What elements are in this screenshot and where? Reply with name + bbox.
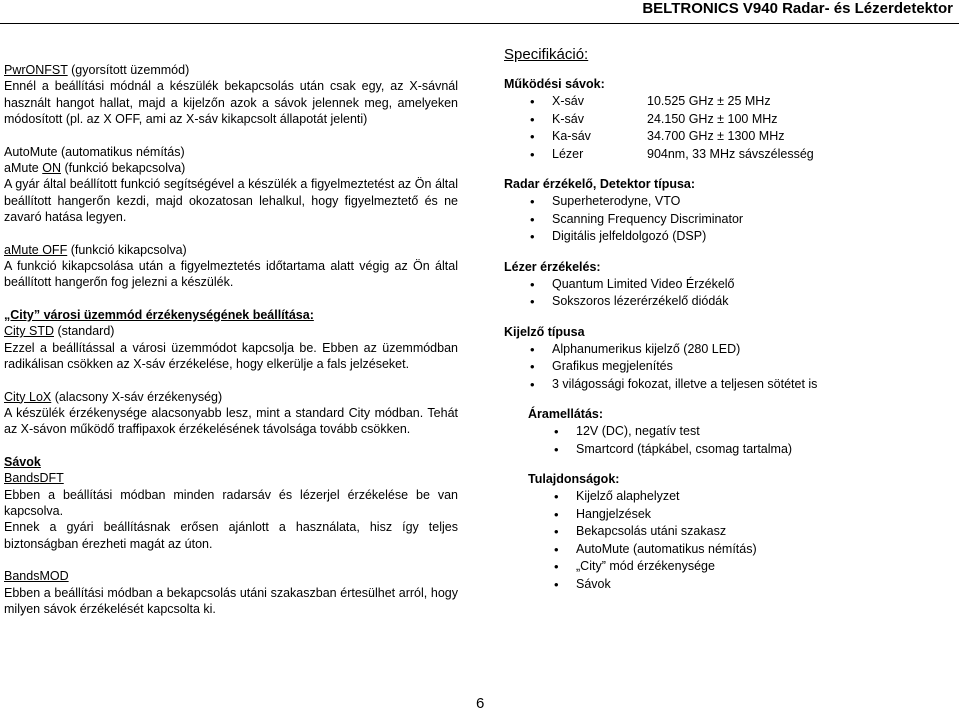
band-item (504, 128, 944, 146)
pwronfst-section: PwrONFST (gyorsított üzemmód) Ennél a beállítási módnál a készülék bekapcsolás után csak egy, az X-sávnál használt hangot hallat, majd a kijelzőn azok a sávok jelennek meg, amelyeken módosított (pl. az X OFF, ami az X-sáv kikapcsolt állapotát jelenti) (4, 63, 458, 127)
bands-section (4, 454, 458, 552)
amute-on-title: ON (42, 161, 61, 176)
features-title: Tulajdonságok: (528, 472, 620, 486)
list-item: • 3 világossági fokozat, illetve a teljesen sötétet is (504, 376, 944, 394)
specification-column (504, 46, 944, 607)
spec-title: Specifikáció: (504, 46, 589, 63)
band-name: K-sáv (552, 111, 584, 126)
city-heading: „City” városi üzemmód érzékenységének beállítása: (4, 307, 314, 322)
amute-off-text: A funkció kikapcsolása után a figyelmeztetés időtartama alatt végig az Ön által beállított hangerőn fog jelezni a készülék. (4, 259, 458, 290)
radar-list (504, 193, 944, 246)
list-item: • Superheterodyne, VTO (504, 193, 944, 211)
laser-spec (504, 260, 944, 311)
pwronfst-title: PwrONFST (4, 63, 68, 77)
city-lox-section: City LoX (alacsony X-sáv érzékenység) A készülék érzékenysége alacsonyabb lesz, mint a standard City módban. Tehát az X-sávon működő traffipaxok érzékelésének távolsága tovább csökken. (4, 389, 458, 437)
band-value: 10.525 GHz ± 25 MHz (647, 94, 771, 108)
bandsmod-section (4, 568, 458, 617)
city-lox-text: A készülék érzékenysége alacsonyabb lesz, mint a standard City módban. Tehát az X-sávon működő traffipaxok érzékelésének távolsága tovább csökken. (4, 405, 458, 437)
pwronfst-text: Ennél a beállítási módnál a készülék bekapcsolás után csak egy, az X-sávnál használt hangot hallat, majd a kijelzőn azok a sávok jelennek meg, amelyeken módosított (pl. az X OFF, ami az X-sáv kikapcsolt állapotát jelenti) (4, 79, 458, 127)
band-value: 24.150 GHz ± 100 MHz (647, 111, 778, 126)
band-name: Lézer (552, 146, 584, 161)
band-item (504, 93, 944, 111)
bandsdft-title: BandsDFT (4, 471, 64, 486)
savok-title: Sávok (4, 454, 41, 469)
features-list (504, 488, 944, 593)
list-item: • Alphanumerikus kijelző (280 LED) (504, 341, 944, 359)
power-title: Áramellátás: (528, 407, 604, 421)
bandsdft-text-2: Ennek a gyári beállításnak erősen ajánlott a használata, hisz így teljes biztonságban érezheti magát az úton. (4, 520, 458, 551)
city-std-section: „City” városi üzemmód érzékenységének beállítása: City STD (standard) Ezzel a beállítással a városi üzemmódot kapcsolja be. Ebben az üzemmódban radikálisan csökken az X-sáv érzékelése, hogy elkerülje a fals jelzéseket. (4, 307, 458, 372)
list-item: • Hangjelzések (504, 506, 944, 524)
power-spec (504, 407, 944, 458)
settings-column (4, 62, 458, 633)
band-value: 904nm, 33 MHz sávszélesség (647, 146, 814, 161)
bands-spec (504, 77, 944, 163)
list-item: • Quantum Limited Video Érzékelő (504, 276, 944, 294)
display-title: Kijelző típusa (504, 324, 585, 339)
list-item: • AutoMute (automatikus némítás) (504, 541, 944, 559)
features-spec (504, 472, 944, 593)
bandsmod-text: Ebben a beállítási módban a bekapcsolás utáni szakaszban értesülhet arról, hogy milyen sávok érzékelését kapcsolta ki. (4, 585, 458, 616)
list-item: • Sokszoros lézerérzékelő diódák (504, 293, 944, 311)
power-list (504, 423, 944, 458)
list-item: • Bekapcsolás utáni szakasz (504, 523, 944, 541)
page-number: 6 (476, 695, 485, 712)
bands-list (504, 93, 944, 163)
band-name: X-sáv (552, 94, 584, 108)
radar-spec (504, 177, 944, 246)
bands-title: Működési sávok: (504, 77, 605, 91)
band-item (504, 146, 944, 164)
display-spec (504, 325, 944, 394)
automute-section: AutoMute (automatikus némítás) aMute ON (funkció bekapcsolva) A gyár által beállított funkció segítségével a készülék a figyelmeztetést az Ön által beállított hangerőn kezdi, majd okozatosan lehalkul, hogy figyelmeztető és ne zavaró hatása legyen. (4, 144, 458, 225)
laser-title: Lézer érzékelés: (504, 259, 601, 274)
radar-title: Radar érzékelő, Detektor típusa: (504, 177, 696, 191)
document-header: BELTRONICS V940 Radar- és Lézerdetektor (642, 0, 953, 17)
list-item: • 12V (DC), negatív test (504, 423, 944, 441)
list-item: • Digitális jelfeldolgozó (DSP) (504, 228, 944, 246)
bandsdft-text-1: Ebben a beállítási módban minden radarsáv és lézerjel érzékelése be van kapcsolva. (4, 487, 458, 518)
display-list (504, 341, 944, 394)
amute-on-text: A gyár által beállított funkció segítségével a készülék a figyelmeztetést az Ön által beállított hangerőn kezdi, majd okozatosan lehalkul, hogy figyelmeztető és ne zavaró hatása legyen. (4, 177, 458, 225)
list-item: • Sávok (504, 576, 944, 594)
city-std-title: City STD (4, 324, 54, 339)
amute-off-section: aMute OFF (funkció kikapcsolva) A funkció kikapcsolása után a figyelmeztetés időtartama alatt végig az Ön által beállított hangerőn fog jelezni a készülék. (4, 242, 458, 290)
band-name: Ka-sáv (552, 129, 591, 143)
city-std-text: Ezzel a beállítással a városi üzemmódot kapcsolja be. Ebben az üzemmódban radikálisan csökken az X-sáv érzékelése, hogy elkerülje a fals jelzéseket. (4, 340, 458, 372)
laser-list (504, 276, 944, 311)
city-lox-title: City LoX (4, 389, 52, 404)
bandsmod-title: BandsMOD (4, 569, 69, 584)
list-item: • Smartcord (tápkábel, csomag tartalma) (504, 441, 944, 459)
list-item: • Kijelző alaphelyzet (504, 488, 944, 506)
band-value: 34.700 GHz ± 1300 MHz (647, 129, 785, 143)
band-item (504, 111, 944, 129)
list-item: • Scanning Frequency Discriminator (504, 211, 944, 229)
automute-title: AutoMute (automatikus némítás) (4, 144, 185, 159)
list-item: • Grafikus megjelenítés (504, 358, 944, 376)
list-item: • „City” mód érzékenysége (504, 558, 944, 576)
amute-off-title: aMute OFF (4, 242, 68, 257)
header-rule (0, 23, 959, 24)
